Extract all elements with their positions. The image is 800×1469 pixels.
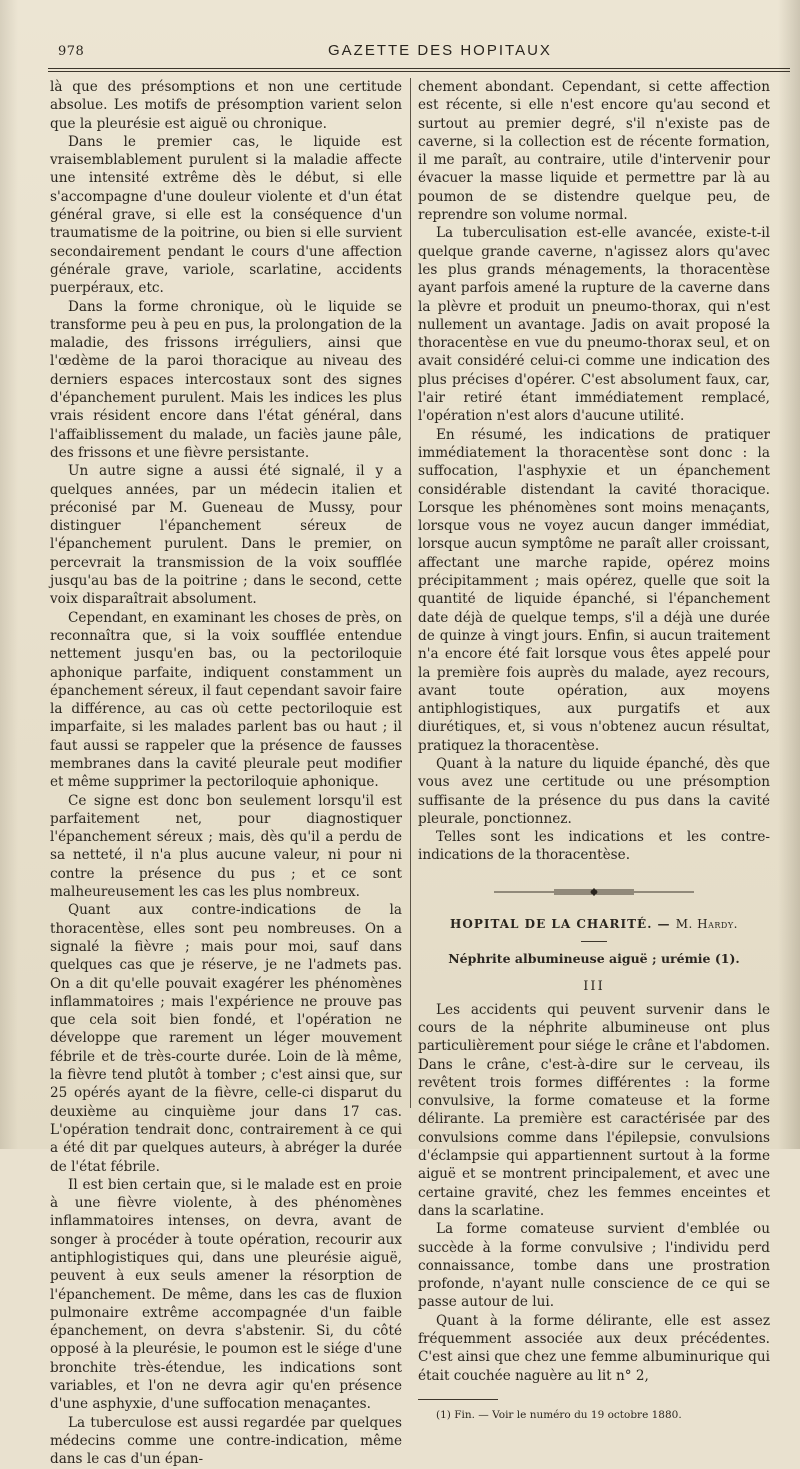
hospital-name: HOPITAL DE LA CHARITÉ. — [450, 916, 676, 931]
paragraph: Les accidents qui peuvent survenir dans le cours de la néphrite albumineuse ont plus particulièrement pour siége le crâne et l'abdomen. Dans le crâne, c'est-à-dire sur le cerveau, ils revêtent trois formes différentes : la forme convulsive, la forme comateuse et la forme délirante. La première est caractérisée par des convulsions comme dans l'épilepsie, convulsions d'éclampsie qui appartiennent surtout à la forme aiguë et se montrent principalement, et avec une certaine gravité, chez les femmes enceintes et dans la scarlatine. [418, 1001, 770, 1219]
right-column [418, 78, 770, 1424]
paragraph: là que des présomptions et non une certitude absolue. Les motifs de présomption varient selon que la pleurésie est aiguë ou chronique. [50, 79, 402, 132]
paragraph: Il est bien certain que, si le malade est en proie à une fièvre violente, à des phénomènes inflammatoires intenses, on devra, avant de songer à procéder à toute opération, recourir aux antiphlogistiques qui, dans une pleurésie aiguë, peuvent à eux seuls amener la résorption de l'épanchement. De même, dans les cas de fluxion pulmonaire extrême accompagnée d'un faible épanchement, on devra s'abstenir. Si, du côté opposé à la pleurésie, le poumon est le siége d'une bronchite très-étendue, les indications sont variables, et l'on ne devra agir qu'en présence d'une asphyxie, d'une suffocation menaçantes. [50, 1176, 402, 1413]
ornament-icon [494, 887, 694, 897]
hospital-heading [418, 915, 770, 933]
section-number: III [583, 979, 605, 995]
page-header [58, 42, 790, 64]
paragraph: chement abondant. Cependant, si cette affection est récente, si elle n'est encore qu'au second et surtout au premier degré, s'il n'existe pas de caverne, si la collection est de récente formation, il me paraît, au contraire, utile d'intervenir pour évacuer la masse liquide et permettre par là au poumon de se distendre quelque peu, de reprendre son volume normal. [418, 79, 770, 224]
paragraph: Dans le premier cas, le liquide est vraisemblablement purulent si la maladie affecte une intensité extrême dès le début, si elle s'accompagne d'une douleur violente et d'un état général grave, si elle est la conséquence d'un traumatisme de la poitrine, ou bien si elle survient secondairement pendant le cours d'une affection générale grave, variole, scarlatine, accidents puerpéraux, etc. [50, 133, 402, 297]
paragraph: La forme comateuse survient d'emblée ou succède à la forme convulsive ; l'individu perd connaissance, tombe dans une prostration profonde, n'ayant nulle conscience de ce qui se passe autour de lui. [418, 1221, 770, 1311]
page-right-shadow [778, 0, 800, 1149]
ornamental-divider [418, 877, 770, 907]
header-rule-secondary [48, 71, 790, 72]
footnote: (1) Fin. — Voir le numéro du 19 octobre 1880. [436, 1408, 682, 1421]
paragraph: Cependant, en examinant les choses de près, on reconnaîtra que, si la voix soufflée entendue nettement jusqu'en bas, ou la pectoriloquie aphonique parfaite, indiquent constamment un épanchement séreux, il faut cependant savoir faire la différence, au cas où cette pectoriloquie est imparfaite, si les malades parlent bas ou haut ; il faut aussi se rappeler que la présence de fausses membranes dans la cavité pleurale peut modifier et même supprimer la pectoriloquie aphonique. [50, 609, 402, 791]
paragraph: Ce signe est donc bon seulement lorsqu'il est parfaitement net, pour diagnostiquer l'épanchement séreux ; mais, dès qu'il a perdu de sa netteté, il n'a plus aucune valeur, ni pour ni contre la présence du pus ; et ce sont malheureusement les cas les plus nombreux. [50, 792, 402, 901]
paragraph: Quant à la nature du liquide épanché, dès que vous avez une certitude ou une présomption suffisante de la présence du pus dans la cavité pleurale, ponctionnez. [418, 755, 770, 827]
paragraph: Telles sont les indications et les contre-indications de la thoracentèse. [418, 829, 770, 864]
header-rule [48, 68, 790, 69]
page-number: 978 [58, 44, 85, 59]
column-divider [410, 78, 411, 1108]
hospital-author: M. Hardy. [675, 916, 738, 931]
paragraph: La tuberculose est aussi regardée par quelques médecins comme une contre-indication, même dans le cas d'un épan- [50, 1414, 402, 1468]
left-column [50, 78, 402, 1469]
paragraph: Quant à la forme délirante, elle est assez fréquemment associée aux deux précédentes. C'est ainsi que chez une femme albuminurique qui était couchée naguère au lit n° 2, [418, 1312, 770, 1384]
short-rule [581, 941, 607, 942]
paragraph: Dans la forme chronique, où le liquide se transforme peu à peu en pus, la prolongation de la maladie, des frissons irréguliers, ainsi que l'œdème de la paroi thoracique au niveau des derniers espaces intercostaux sont des signes d'épanchement purulent. Mais les indices les plus vrais résident encore dans l'état général, dans l'affaiblissement du malade, un faciès jaune pâle, des frissons et une fièvre persistante. [50, 298, 402, 461]
footnote-rule [418, 1399, 498, 1400]
paragraph: Un autre signe a aussi été signalé, il y a quelques années, par un médecin italien et préconisé par M. Gueneau de Mussy, pour distinguer l'épanchement séreux de l'épanchement purulent. Dans le premier, on percevrait la transmission de la voix soufflée jusqu'au bas de la poitrine ; dans le second, cette voix disparaîtrait absolument. [50, 463, 402, 608]
paragraph: La tuberculisation est-elle avancée, existe-t-il quelque grande caverne, n'agissez alors qu'avec les plus grands ménagements, la thoracentèse ayant parfois amené la rupture de la caverne dans la plèvre et produit un pneumo-thorax, qui n'est nullement un avantage. Jadis on avait proposé la thoracentèse en vue du pneumo-thorax seul, et on avait considéré celui-ci comme une indication des plus précises d'opérer. C'est absolument faux, car, l'air retiré étant immédiatement remplacé, l'opération n'est alors d'aucune utilité. [418, 225, 770, 425]
page-left-shadow [0, 0, 18, 1149]
journal-title: GAZETTE DES HOPITAUX [328, 42, 552, 59]
paragraph: Quant aux contre-indications de la thoracentèse, elles sont peu nombreuses. On a signalé la fièvre ; mais pour moi, sauf dans quelques cas que je réserve, je ne l'admets pas. On a dit qu'elle pouvait exagérer les phénomènes inflammatoires ; mais l'expérience ne prouve pas que cela soit bien fondé, et l'opération ne développe que rarement un léger mouvement fébrile et de très-courte durée. Loin de là même, la fièvre tend plutôt à tomber ; c'est ainsi que, sur 25 opérés ayant de la fièvre, celle-ci disparut du deuxième au cinquième jour dans 17 cas. L'opération tendrait donc, contrairement à ce qui a été dit par quelques auteurs, à abréger la durée de l'état fébrile. [50, 902, 402, 1175]
article-title: Néphrite albumineuse aiguë ; urémie (1). [448, 951, 740, 967]
paragraph: En résumé, les indications de pratiquer immédiatement la thoracentèse sont donc : la suffocation, l'asphyxie et un épanchement considérable distendant la cavité thoracique. Lorsque les phénomènes sont moins menaçants, lorsque vous ne voyez aucun danger immédiat, lorsque aucun symptôme ne paraît aller croissant, affectant une marche rapide, opérez moins précipitamment ; mais opérez, quelle que soit la quantité de liquide épanché, si l'épanchement date déjà de quelque temps, s'il a déjà une durée de quinze à vingt jours. Enfin, si aucun traitement n'a encore été fait lorsque vous êtes appelé pour la première fois auprès du malade, ayez recours, avant toute opération, aux moyens antiphlogistiques, aux purgatifs et aux diurétiques, et, si vous n'obtenez aucun résultat, pratiquez la thoracentèse. [418, 426, 770, 754]
